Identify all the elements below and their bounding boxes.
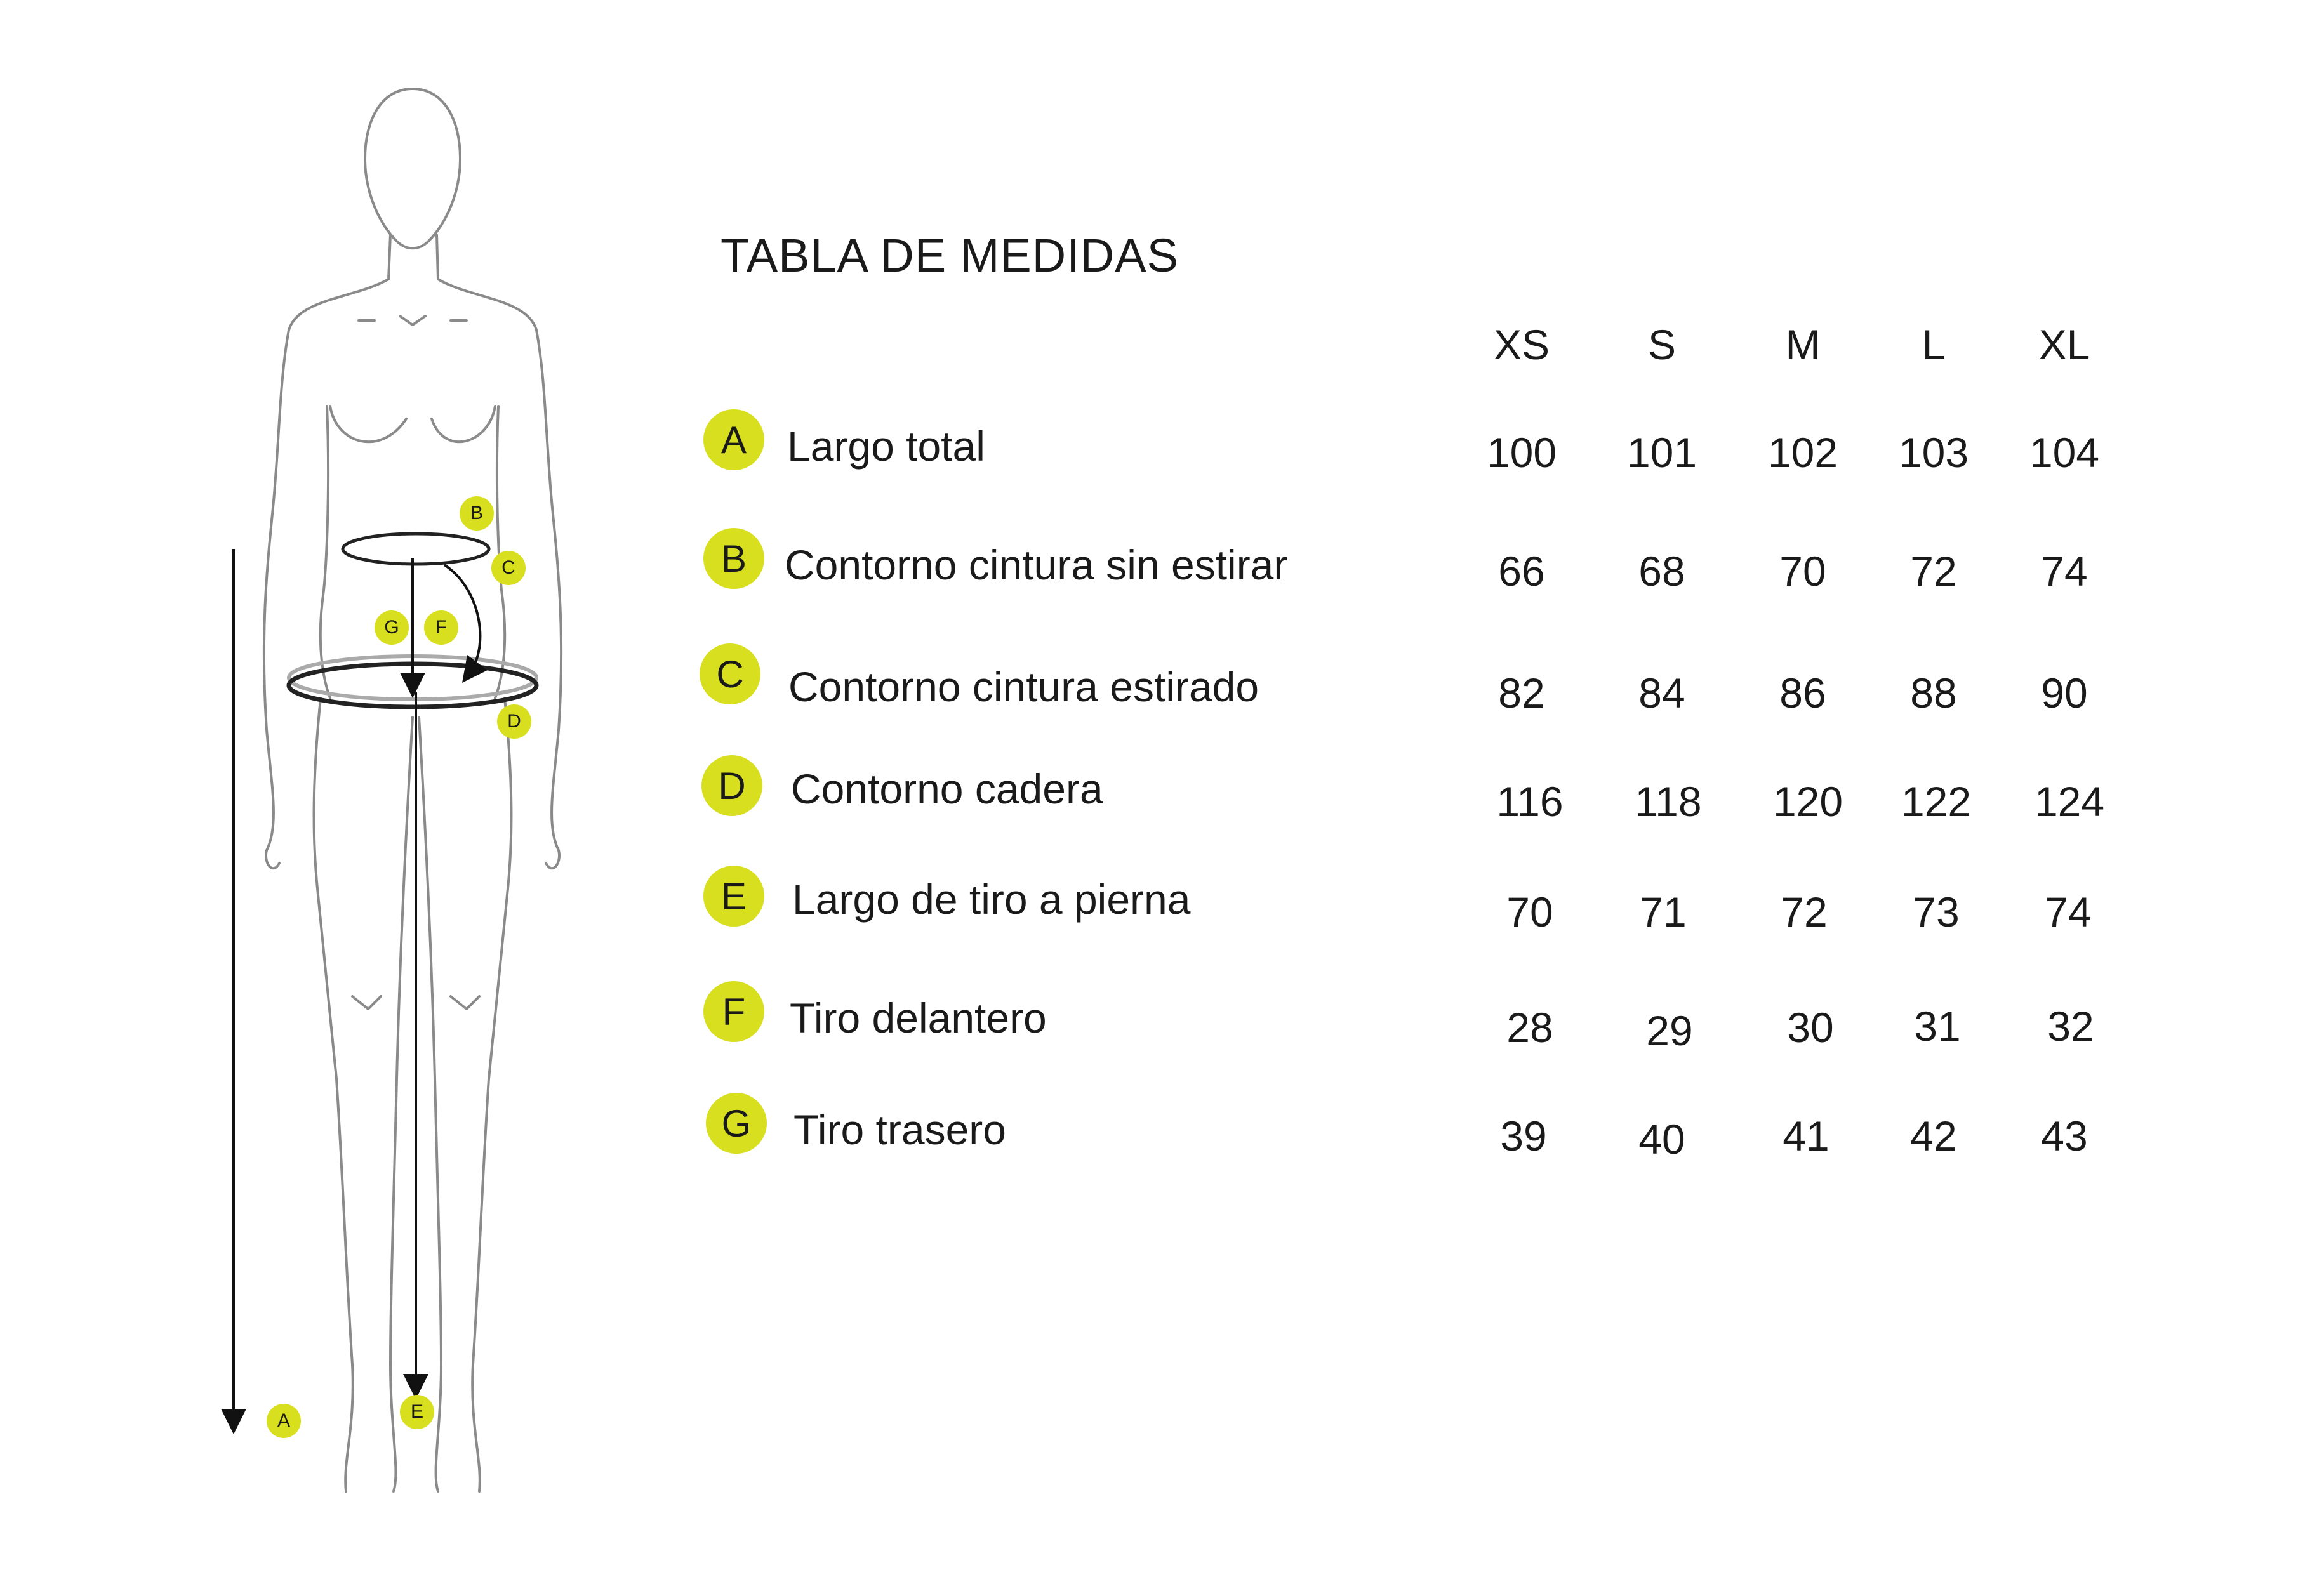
table-row xyxy=(0,528,2324,604)
cell-value: 82 xyxy=(1498,670,1545,716)
cell-value: 66 xyxy=(1498,548,1545,595)
cell-value: 100 xyxy=(1486,429,1557,476)
table-row xyxy=(0,409,2324,485)
cell-value: 31 xyxy=(1914,1003,1961,1050)
row-letter-badge: D xyxy=(701,755,762,816)
figure-marker-e: E xyxy=(400,1395,434,1429)
cell-value: 42 xyxy=(1910,1112,1957,1159)
figure-marker-d: D xyxy=(497,704,531,739)
size-header-xl: XL xyxy=(2038,321,2090,368)
row-label: Tiro delantero xyxy=(790,994,1047,1041)
figure-marker-f: F xyxy=(424,610,458,645)
figure-marker-a: A xyxy=(267,1404,301,1438)
cell-value: 39 xyxy=(1500,1112,1547,1159)
size-header-xs: XS xyxy=(1493,321,1550,368)
row-letter-badge: A xyxy=(703,409,764,470)
cell-value: 32 xyxy=(2047,1003,2094,1050)
cell-value: 124 xyxy=(2034,778,2105,825)
size-header-s: S xyxy=(1647,321,1677,368)
figure-marker-b: B xyxy=(460,496,494,531)
cell-value: 118 xyxy=(1635,778,1702,825)
cell-value: 84 xyxy=(1638,670,1685,716)
cell-value: 102 xyxy=(1767,429,1838,476)
cell-value: 122 xyxy=(1901,778,1972,825)
cell-value: 72 xyxy=(1910,548,1957,595)
cell-value: 116 xyxy=(1496,778,1564,825)
table-row xyxy=(0,866,2324,942)
cell-value: 88 xyxy=(1910,670,1957,716)
row-label: Largo de tiro a pierna xyxy=(792,876,1191,923)
cell-value: 70 xyxy=(1779,548,1826,595)
cell-value: 74 xyxy=(2041,548,2088,595)
table-row xyxy=(0,643,2324,720)
table-row xyxy=(0,981,2324,1057)
cell-value: 74 xyxy=(2045,888,2092,935)
row-label: Tiro trasero xyxy=(793,1106,1006,1153)
cell-value: 68 xyxy=(1638,548,1685,595)
row-letter-badge: F xyxy=(703,981,764,1042)
cell-value: 30 xyxy=(1787,1004,1834,1051)
row-letter-badge: C xyxy=(700,643,760,704)
row-label: Contorno cintura sin estirar xyxy=(785,541,1288,588)
row-label: Contorno cintura estirado xyxy=(788,663,1259,710)
cell-value: 120 xyxy=(1772,778,1843,825)
cell-value: 103 xyxy=(1898,429,1969,476)
row-label: Largo total xyxy=(787,423,985,470)
row-letter-badge: B xyxy=(703,528,764,589)
cell-value: 29 xyxy=(1646,1007,1693,1054)
figure-marker-c: C xyxy=(491,551,526,585)
cell-value: 90 xyxy=(2041,670,2088,716)
cell-value: 73 xyxy=(1913,888,1960,935)
cell-value: 72 xyxy=(1781,888,1828,935)
figure-marker-g: G xyxy=(375,610,409,645)
cell-value: 71 xyxy=(1640,888,1687,935)
cell-value: 104 xyxy=(2029,429,2100,476)
cell-value: 41 xyxy=(1783,1112,1829,1159)
row-letter-badge: G xyxy=(706,1093,767,1154)
cell-value: 86 xyxy=(1779,670,1826,716)
cell-value: 70 xyxy=(1506,888,1553,935)
cell-value: 40 xyxy=(1638,1116,1685,1163)
table-row xyxy=(0,1093,2324,1169)
cell-value: 43 xyxy=(2041,1112,2088,1159)
row-label: Contorno cadera xyxy=(791,765,1103,812)
size-header-l: L xyxy=(1922,321,1946,368)
table-row xyxy=(0,755,2324,831)
size-header-m: M xyxy=(1785,321,1821,368)
cell-value: 28 xyxy=(1506,1004,1553,1051)
cell-value: 101 xyxy=(1626,429,1697,476)
page-title: TABLA DE MEDIDAS xyxy=(720,229,1179,282)
row-letter-badge: E xyxy=(703,866,764,927)
